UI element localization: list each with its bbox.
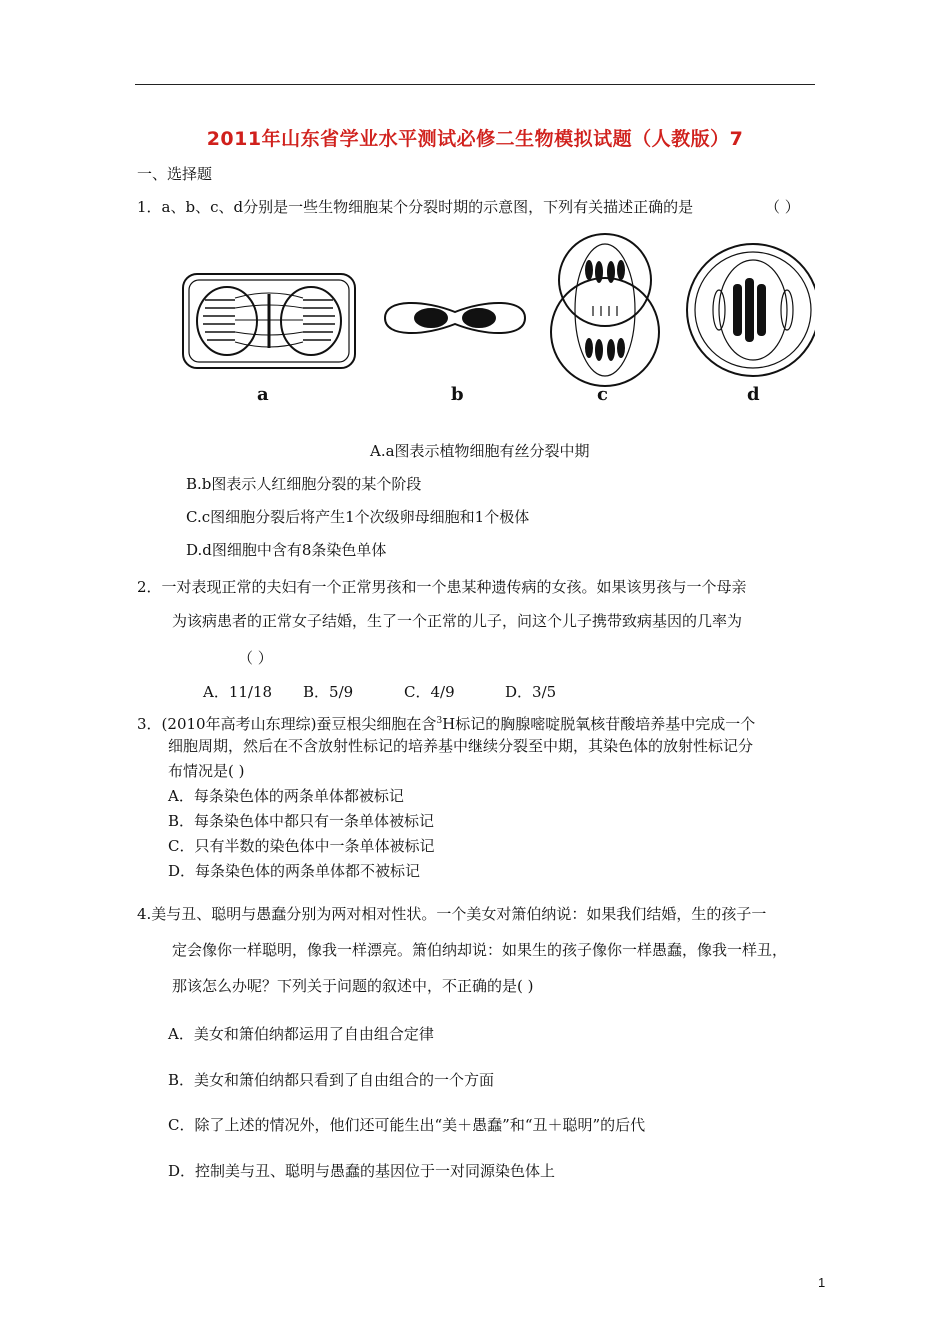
question-3-line-1 [137, 711, 755, 734]
question-1-answer-blank: （ ） [765, 198, 800, 216]
question-4-line-2: 定会像你一样聪明，像我一样漂亮。箫伯纳却说：如果生的孩子像你一样愚蠢，像我一样丑， [172, 941, 788, 959]
question-1-stem [137, 197, 800, 217]
question-1-stem-text: 1．a、b、c、d分别是一些生物细胞某个分裂时期的示意图，下列有关描述正确的是 [137, 198, 694, 216]
cell-diagram-c [551, 234, 659, 386]
question-4-option-c: C．除了上述的情况外，他们还可能生出“美＋愚蠢”和“丑＋聪明”的后代 [168, 1116, 646, 1134]
question-3-isotope-superscript: 3 [436, 716, 443, 726]
question-3-option-b: B．每条染色体中都只有一条单体被标记 [168, 812, 435, 830]
question-2-option-d: D．3/5 [505, 683, 557, 701]
question-2-option-a: A．11/18 [203, 683, 273, 701]
question-1-option-c: C.c图细胞分裂后将产生1个次级卵母细胞和1个极体 [186, 508, 530, 526]
question-2-answer-blank: （ ） [238, 649, 273, 667]
cell-diagram-a [183, 274, 355, 368]
question-4-option-b: B．美女和箫伯纳都只看到了自由组合的一个方面 [168, 1071, 495, 1089]
question-2-line-2: 为该病患者的正常女子结婚，生了一个正常的儿子，问这个儿子携带致病基因的几率为 [172, 612, 743, 630]
cell-diagram-d [687, 244, 815, 376]
header-rule [135, 84, 815, 85]
cell-division-figure [175, 228, 815, 418]
page-number: 1 [818, 1275, 826, 1290]
question-3-line-3: 布情况是( ) [168, 762, 245, 780]
question-2-option-b: B．5/9 [303, 683, 354, 701]
question-4-option-a: A．美女和箫伯纳都运用了自由组合定律 [168, 1025, 434, 1043]
figure-label-d: d [747, 384, 760, 405]
document-title: 2011年山东省学业水平测试必修二生物模拟试题（人教版）7 [206, 128, 744, 150]
cell-division-diagrams [175, 228, 815, 388]
question-4-line-1: 4.美与丑、聪明与愚蠢分别为两对相对性状。一个美女对箫伯纳说：如果我们结婚，生的孩子一 [137, 905, 767, 923]
figure-label-c: c [597, 384, 608, 405]
question-1-option-b: B.b图表示人红细胞分裂的某个阶段 [186, 475, 422, 493]
question-3-line-1-text-b: H标记的胸腺嘧啶脱氧核苷酸培养基中完成一个 [442, 715, 756, 733]
question-2-line-1: 2．一对表现正常的夫妇有一个正常男孩和一个患某种遗传病的女孩。如果该男孩与一个母亲 [137, 578, 747, 596]
figure-label-a: a [257, 384, 269, 405]
cell-diagram-b [385, 303, 525, 333]
question-3-option-a: A．每条染色体的两条单体都被标记 [168, 787, 404, 805]
question-4-option-d: D．控制美与丑、聪明与愚蠢的基因位于一对同源染色体上 [168, 1162, 556, 1180]
question-3-line-1-text-a: 3．(2010年高考山东理综)蚕豆根尖细胞在含 [137, 715, 437, 733]
question-3-line-2: 细胞周期，然后在不含放射性标记的培养基中继续分裂至中期，其染色体的放射性标记分 [168, 737, 754, 755]
figure-label-b: b [451, 384, 464, 405]
question-4-line-3: 那该怎么办呢？下列关于问题的叙述中，不正确的是( ) [172, 977, 534, 995]
question-2-option-c: C．4/9 [404, 683, 455, 701]
question-3-option-d: D．每条染色体的两条单体都不被标记 [168, 862, 421, 880]
section-heading: 一、选择题 [137, 165, 213, 183]
question-1-option-a: A.a图表示植物细胞有丝分裂中期 [370, 442, 590, 460]
question-3-option-c: C．只有半数的染色体中一条单体被标记 [168, 837, 435, 855]
question-1-option-d: D.d图细胞中含有8条染色单体 [186, 541, 387, 559]
